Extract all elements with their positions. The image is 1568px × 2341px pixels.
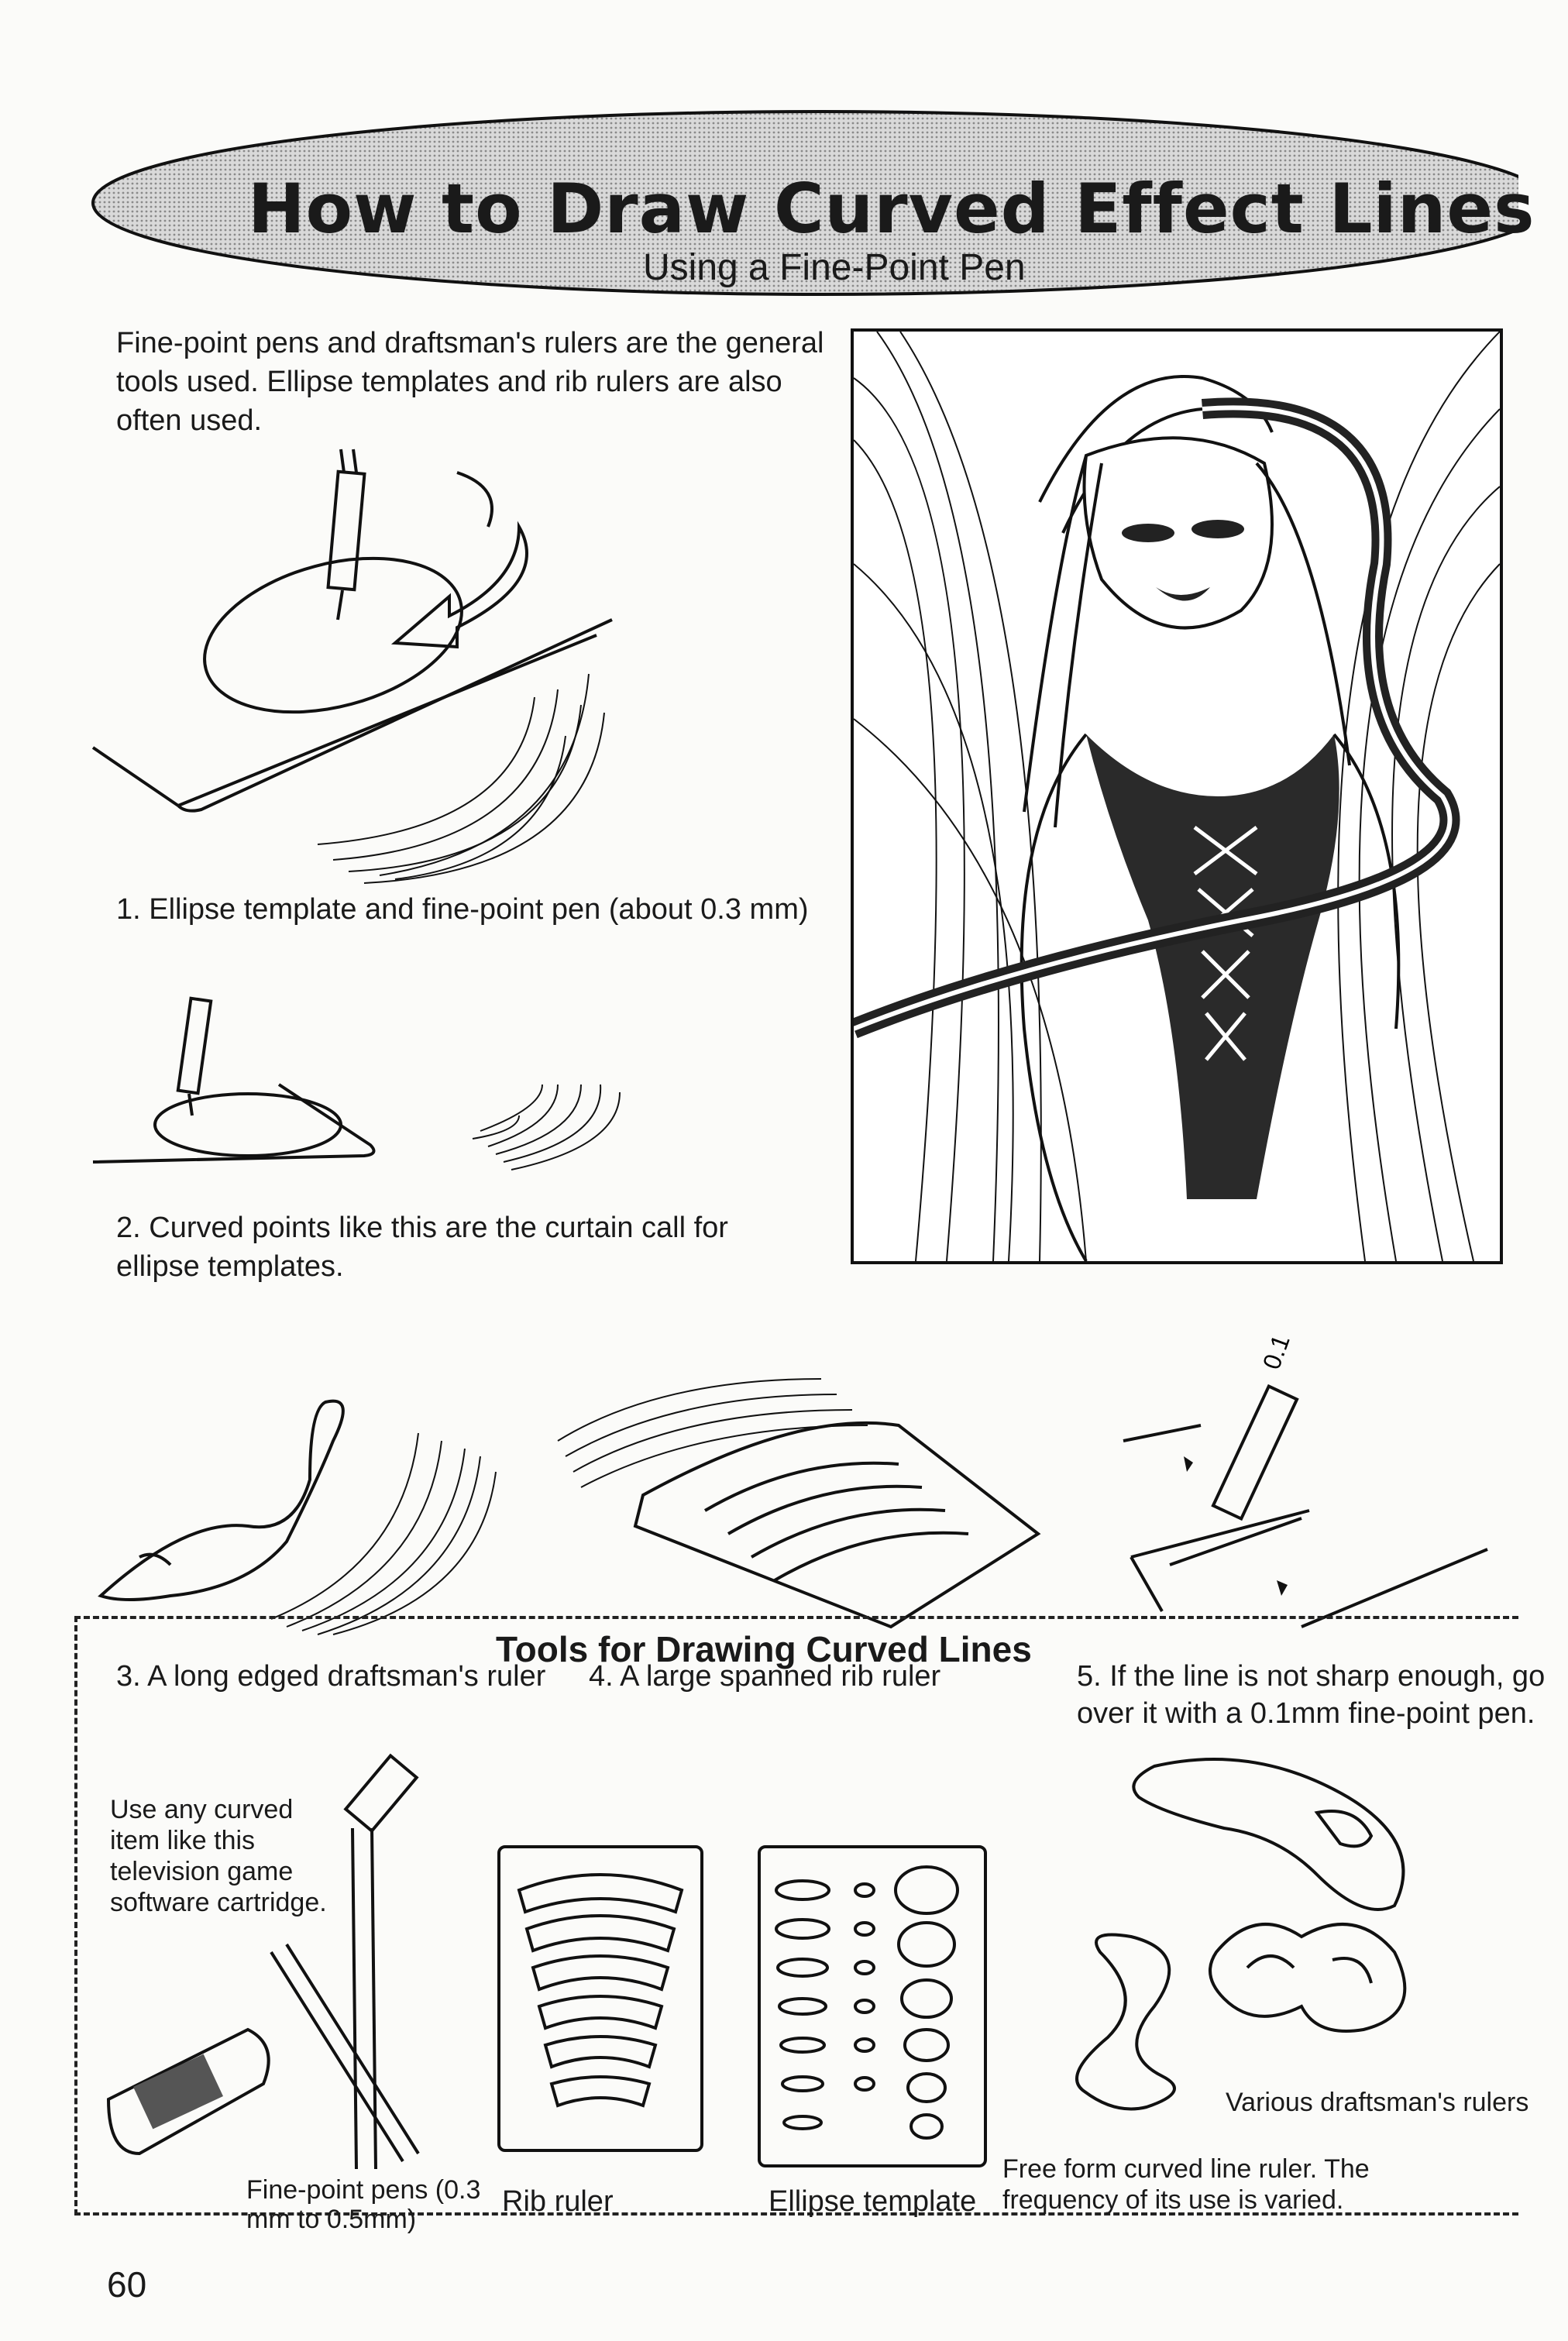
woman-with-whip-illustration [854,332,1500,1261]
ellipse-template-pen-illustration [85,442,674,891]
free-form-ruler-label: Free form curved line ruler. The frequency of its use is varied. [1002,2154,1370,2215]
page-number: 60 [107,2264,147,2305]
step-2-caption: 2. Curved points like this are the curtain call for ellipse templates. [116,1212,728,1283]
ellipse-template-label: Ellipse template [769,2185,977,2218]
rib-ruler-illustration [542,1348,1054,1635]
step-1-caption: 1. Ellipse template and fine-point pen (about 0.3 mm) [116,893,809,926]
rib-ruler-label: Rib ruler [502,2185,614,2218]
curved-rulers-illustration [1023,1751,1518,2138]
pens-and-cartridge-illustration [93,1751,457,2169]
ellipse-template-tool [756,1844,989,2169]
draftsmans-rulers-label: Various draftsman's rulers [1226,2088,1529,2117]
step-5-caption: 5. If the line is not sharp enough, go over it with a 0.1mm fine-point pen. [1077,1660,1546,1730]
cartridge-note: Use any curved item like this television game software cartridge. [110,1795,327,1917]
fine-pen-retouch-illustration [1116,1317,1503,1642]
tools-heading: Tools for Drawing Curved Lines [496,1629,1032,1669]
rib-ruler-tool [496,1844,705,2154]
page-title: How to Draw Curved Effect Lines [248,169,1535,249]
pen-tip-label: 0.1 [1257,1331,1295,1373]
manga-illustration-panel [851,328,1503,1264]
pens-label: Fine-point pens (0.3 mm to 0.5mm) [246,2175,481,2234]
draftsman-ruler-illustration [77,1363,511,1642]
page-subtitle: Using a Fine-Point Pen [643,247,1026,288]
intro-text: Fine-point pens and draftsman's rulers are the general tools used. Ellipse templates and rib rulers are also often used. [116,327,824,437]
ellipse-points-illustration [85,976,643,1177]
step-4-caption: 4. A large spanned rib ruler [589,1660,941,1693]
step-3-caption: 3. A long edged draftsman's ruler [116,1660,546,1693]
